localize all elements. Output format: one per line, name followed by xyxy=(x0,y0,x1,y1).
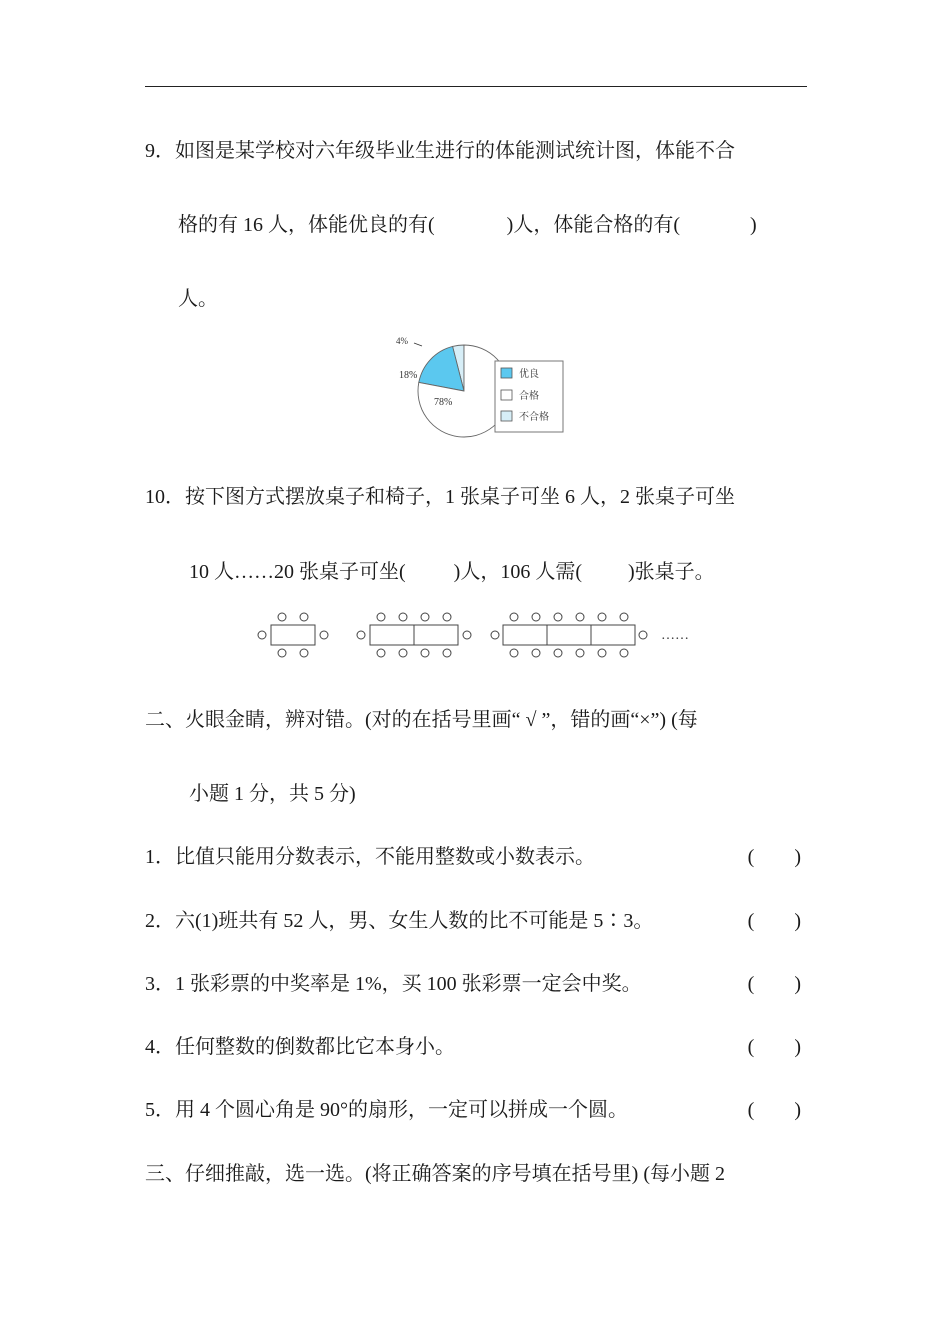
legend-swatch-buhege xyxy=(501,411,512,421)
one-table-arrangement xyxy=(258,613,328,657)
chair xyxy=(421,613,429,621)
chair xyxy=(491,631,499,639)
judge-item-5 xyxy=(145,1096,807,1124)
chair xyxy=(598,649,606,657)
judge-item-4 xyxy=(145,1033,807,1061)
judge-answer-2[interactable]: ( ) xyxy=(747,910,801,932)
chair xyxy=(576,649,584,657)
chair xyxy=(510,649,518,657)
chair xyxy=(554,613,562,621)
chart-legend xyxy=(495,361,563,432)
table-rect xyxy=(547,625,591,645)
table-rect xyxy=(370,625,414,645)
table-rect xyxy=(503,625,547,645)
legend-swatch-youliang xyxy=(501,368,512,378)
chair xyxy=(532,649,540,657)
judge-item-4-text: 4．任何整数的倒数都比它本身小。 xyxy=(145,1036,455,1058)
q9-line2-a: 格的有 16 人，体能优良的有( xyxy=(178,214,435,236)
chair xyxy=(510,613,518,621)
chair xyxy=(300,649,308,657)
legend-label-buhege: 不合格 xyxy=(519,412,549,423)
judge-item-3-text: 3．1 张彩票的中奖率是 1%，买 100 张彩票一定会中奖。 xyxy=(145,973,642,995)
chair xyxy=(399,649,407,657)
chair xyxy=(421,649,429,657)
pie-label-leader xyxy=(414,343,422,346)
judge-item-3 xyxy=(145,970,807,998)
chair xyxy=(377,613,385,621)
tables-chairs-figure xyxy=(250,608,710,664)
two-table-arrangement xyxy=(357,613,471,657)
section3-title-line1: 三、仔细推敲，选一选。(将正确答案的序号填在括号里) (每小题 2 xyxy=(145,1163,725,1185)
legend-label-youliang: 优良 xyxy=(519,369,539,380)
judge-answer-4[interactable]: ( ) xyxy=(747,1036,801,1058)
q10-line2-b: )人，106 人需( xyxy=(453,561,582,583)
chair xyxy=(320,631,328,639)
q9-line2-c: ) xyxy=(750,214,757,236)
arrangement-ellipsis: …… xyxy=(661,628,689,643)
judge-answer-1[interactable]: ( ) xyxy=(747,846,801,868)
table-rect xyxy=(271,625,315,645)
chair xyxy=(620,649,628,657)
chair xyxy=(258,631,266,639)
chair xyxy=(278,649,286,657)
judge-item-1-text: 1．比值只能用分数表示，不能用整数或小数表示。 xyxy=(145,846,595,868)
header-rule xyxy=(145,86,807,87)
q10-line1: 10．按下图方式摆放桌子和椅子，1 张桌子可坐 6 人，2 张桌子可坐 xyxy=(145,486,735,508)
judge-item-2-text: 2．六(1)班共有 52 人，男、女生人数的比不可能是 5∶3。 xyxy=(145,910,654,932)
q9-line2 xyxy=(178,211,757,239)
table-rect xyxy=(414,625,458,645)
chair xyxy=(300,613,308,621)
q10-line2-c: )张桌子。 xyxy=(628,561,715,583)
section2-title-line2: 小题 1 分，共 5 分) xyxy=(189,783,356,805)
section2-title-line1: 二、火眼金睛，辨对错。(对的在括号里画“ √ ”，错的画“×”) (每 xyxy=(145,709,698,731)
legend-label-hege: 合格 xyxy=(519,391,539,402)
chair xyxy=(620,613,628,621)
pie-label-buhege: 4% xyxy=(396,336,408,346)
chair xyxy=(554,649,562,657)
q9-line1: 9．如图是某学校对六年级毕业生进行的体能测试统计图，体能不合 xyxy=(145,140,735,162)
chair xyxy=(576,613,584,621)
pie-label-hege: 78% xyxy=(434,397,453,408)
chair xyxy=(598,613,606,621)
judge-item-5-text: 5．用 4 个圆心角是 90°的扇形，一定可以拼成一个圆。 xyxy=(145,1099,628,1121)
q10-line2-a: 10 人……20 张桌子可坐( xyxy=(189,561,406,583)
q9-line2-b: )人，体能合格的有( xyxy=(506,214,680,236)
judge-item-1 xyxy=(145,843,807,871)
table-rect xyxy=(591,625,635,645)
q10-line2 xyxy=(189,558,715,586)
judge-item-2 xyxy=(145,907,807,935)
fitness-pie-chart xyxy=(380,330,570,444)
chair xyxy=(278,613,286,621)
chair xyxy=(357,631,365,639)
judge-answer-5[interactable]: ( ) xyxy=(747,1099,801,1121)
chair xyxy=(463,631,471,639)
q9-line3: 人。 xyxy=(178,288,218,310)
chair xyxy=(443,649,451,657)
legend-swatch-hege xyxy=(501,390,512,400)
chair xyxy=(399,613,407,621)
chair xyxy=(443,613,451,621)
chair xyxy=(377,649,385,657)
judge-answer-3[interactable]: ( ) xyxy=(747,973,801,995)
pie-label-youliang: 18% xyxy=(399,370,418,381)
chair xyxy=(639,631,647,639)
chair xyxy=(532,613,540,621)
three-table-arrangement xyxy=(491,613,647,657)
